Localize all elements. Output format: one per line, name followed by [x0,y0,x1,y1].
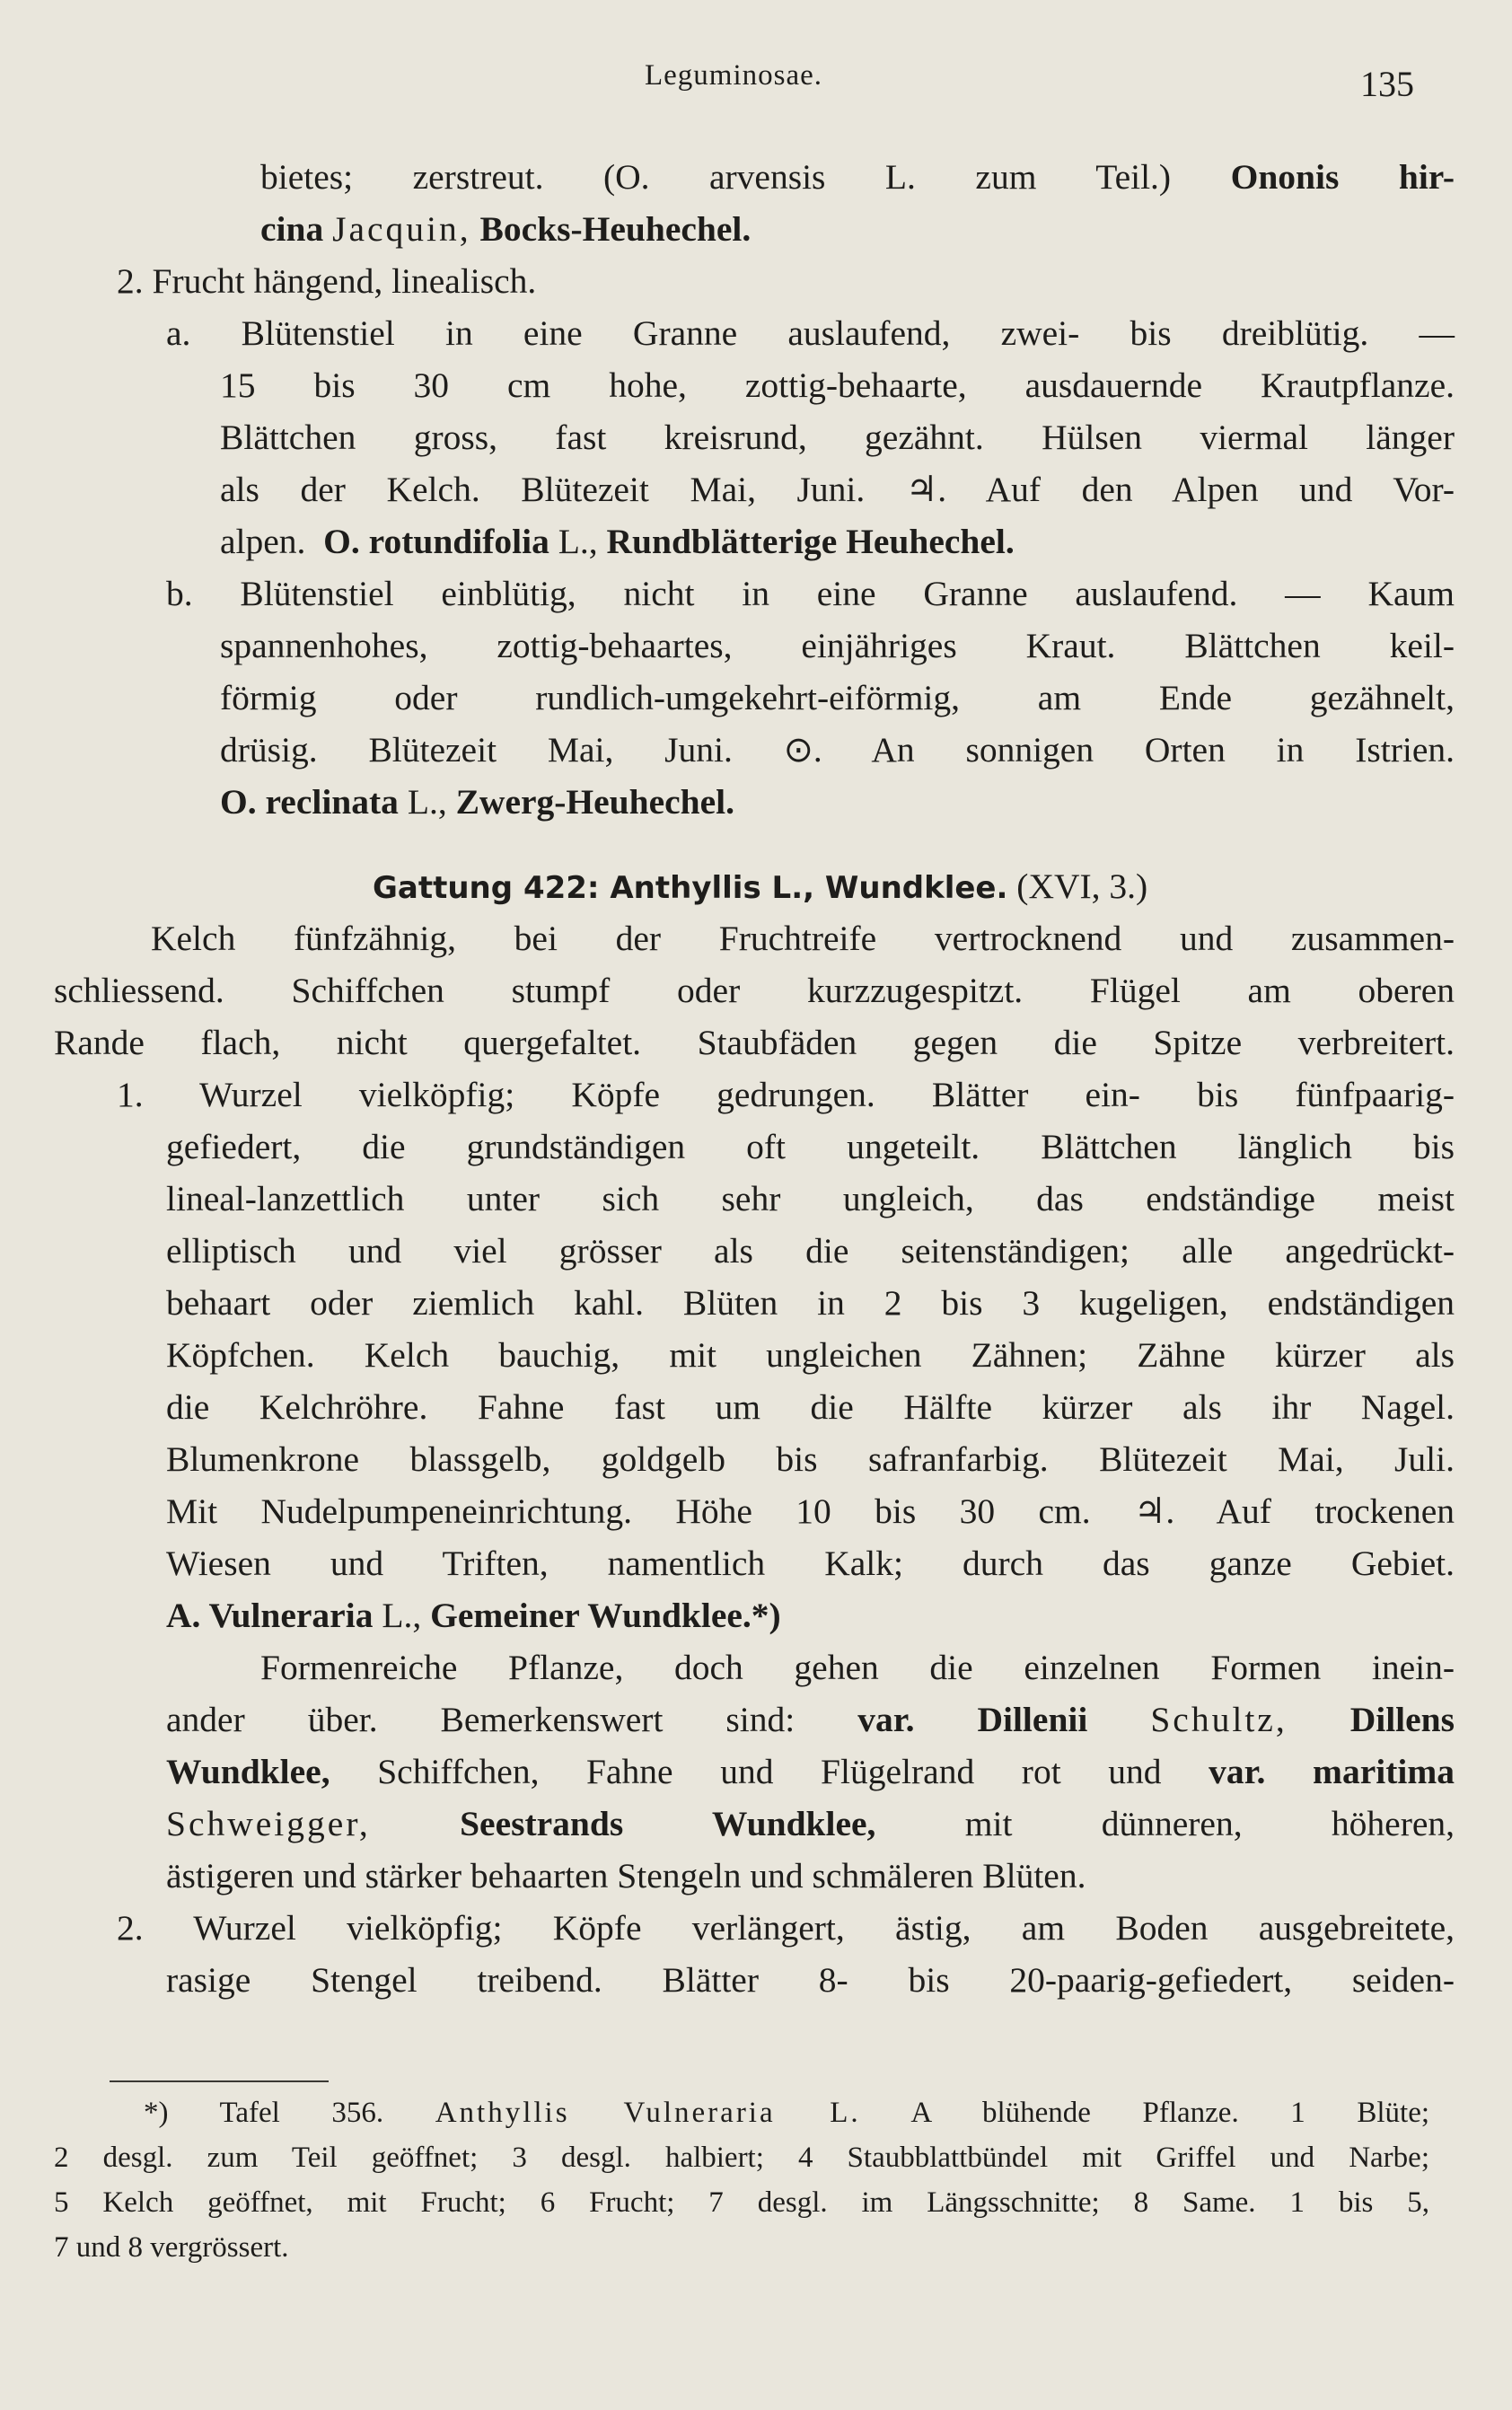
page-header [0,56,1512,110]
body-text [54,151,1455,2006]
text-line: elliptisch und viel grösser als die seitenständigen; alle angedrückt- [166,1231,1455,1271]
text-line: 2. Wurzel vielköpfig; Köpfe verlängert, ästig, am Boden ausgebreitete, [117,1908,1455,1948]
text-line: Wundklee, Schiffchen, Fahne und Flügelrand rot und var. maritima [166,1752,1455,1791]
text-line: behaart oder ziemlich kahl. Blüten in 2 bis 3 kugeligen, endständigen [166,1283,1455,1323]
text-line: ästigeren und stärker behaarten Stengeln und schmäleren Blüten. [166,1856,1086,1895]
text-line: Blumenkrone blassgelb, goldgelb bis safranfarbig. Blütezeit Mai, Juli. [166,1439,1455,1479]
page-number: 135 [1360,64,1414,104]
footnote-line: *) Tafel 356. Anthyllis Vulneraria L. A blühende Pflanze. 1 Blüte; [144,2097,1430,2129]
common-name: Rundblätterige Heuhechel. [606,522,1015,561]
footnote-line: 7 und 8 vergrössert. [54,2231,289,2264]
common-name: Gemeiner Wundklee.*) [430,1596,781,1635]
text-line: rasige Stengel treibend. Blätter 8- bis 20-paarig-gefiedert, seiden- [166,1960,1455,2000]
text-line: Formenreiche Pflanze, doch gehen die einzelnen Formen inein- [260,1648,1455,1687]
text-line: a. Blütenstiel in eine Granne auslaufend, zwei- bis dreiblütig. — [166,313,1455,353]
text-line: O. reclinata L., Zwerg-Heuhechel. [220,782,735,822]
text-line: als der Kelch. Blütezeit Mai, Juni. ♃. Auf den Alpen und Vor- [220,470,1455,509]
text-line: Rande flach, nicht quergefaltet. Staubfäden gegen die Spitze verbreitert. [54,1023,1455,1062]
text-line: förmig oder rundlich-umgekehrt-eiförmig, am Ende gezähnelt, [220,678,1455,717]
text-line: b. Blütenstiel einblütig, nicht in eine Granne auslaufend. — Kaum [166,574,1455,613]
text-line: gefiedert, die grundständigen oft ungeteilt. Blättchen länglich bis [166,1127,1455,1166]
footnote-rule [110,2080,329,2082]
text-line: A. Vulneraria L., Gemeiner Wundklee.*) [166,1596,781,1635]
text-line: 2. Frucht hängend, linealisch. [117,261,537,301]
running-title: Leguminosae. [645,59,823,92]
text-line: Blättchen gross, fast kreisrund, gezähnt. Hülsen viermal länger [220,418,1455,457]
footnote-line: 5 Kelch geöffnet, mit Frucht; 6 Frucht; 7 desgl. im Längsschnitte; 8 Same. 1 bis 5, [54,2186,1429,2219]
common-name: Zwerg-Heuhechel. [455,782,735,822]
text-line: 1. Wurzel vielköpfig; Köpfe gedrungen. Blätter ein- bis fünfpaarig- [117,1075,1455,1114]
text-line: lineal-lanzettlich unter sich sehr ungleich, das endständige meist [166,1179,1455,1218]
text-line: Kelch fünfzähnig, bei der Fruchtreife vertrocknend und zusammen- [151,919,1455,958]
footnote [54,2090,1429,2270]
common-name: Bocks-Heuhechel. [479,209,752,249]
text-line: schliessend. Schiffchen stumpf oder kurzzugespitzt. Flügel am oberen [54,971,1455,1010]
species-name: O. rotundifolia [323,522,549,561]
species-name: O. reclinata [220,782,399,822]
genus-heading: Gattung 422: Anthyllis L., Wundklee. (XVI, 3.) [373,866,1148,906]
text-line: spannenhohes, zottig-behaartes, einjähriges Kraut. Blättchen keil- [220,626,1455,665]
text-line: bietes; zerstreut. (O. arvensis L. zum Teil.) Ononis hir- [260,157,1455,197]
text-line: ander über. Bemerkenswert sind: var. Dillenii Schultz, Dillens [166,1700,1455,1739]
text-line: die Kelchröhre. Fahne fast um die Hälfte kürzer als ihr Nagel. [166,1387,1455,1427]
text-line: Wiesen und Triften, namentlich Kalk; durch das ganze Gebiet. [166,1544,1455,1583]
text-line: cina Jacquin, Bocks-Heuhechel. [260,209,752,249]
text-line: Mit Nudelpumpeneinrichtung. Höhe 10 bis 30 cm. ♃. Auf trockenen [166,1491,1455,1531]
footnote-line: 2 desgl. zum Teil geöffnet; 3 desgl. halbiert; 4 Staubblattbündel mit Griffel und Narbe; [54,2142,1429,2174]
species-name: A. Vulneraria [166,1596,374,1635]
text-line: drüsig. Blütezeit Mai, Juni. ⊙. An sonnigen Orten in Istrien. [220,730,1455,770]
text-line: 15 bis 30 cm hohe, zottig-behaarte, ausdauernde Krautpflanze. [220,365,1455,405]
text-line: alpen. O. rotundifolia L., Rundblätterige Heuhechel. [220,522,1015,561]
text-line: Köpfchen. Kelch bauchig, mit ungleichen Zähnen; Zähne kürzer als [166,1335,1455,1375]
text-line: Schweigger, Seestrands Wundklee, mit dünneren, höheren, [166,1804,1455,1843]
